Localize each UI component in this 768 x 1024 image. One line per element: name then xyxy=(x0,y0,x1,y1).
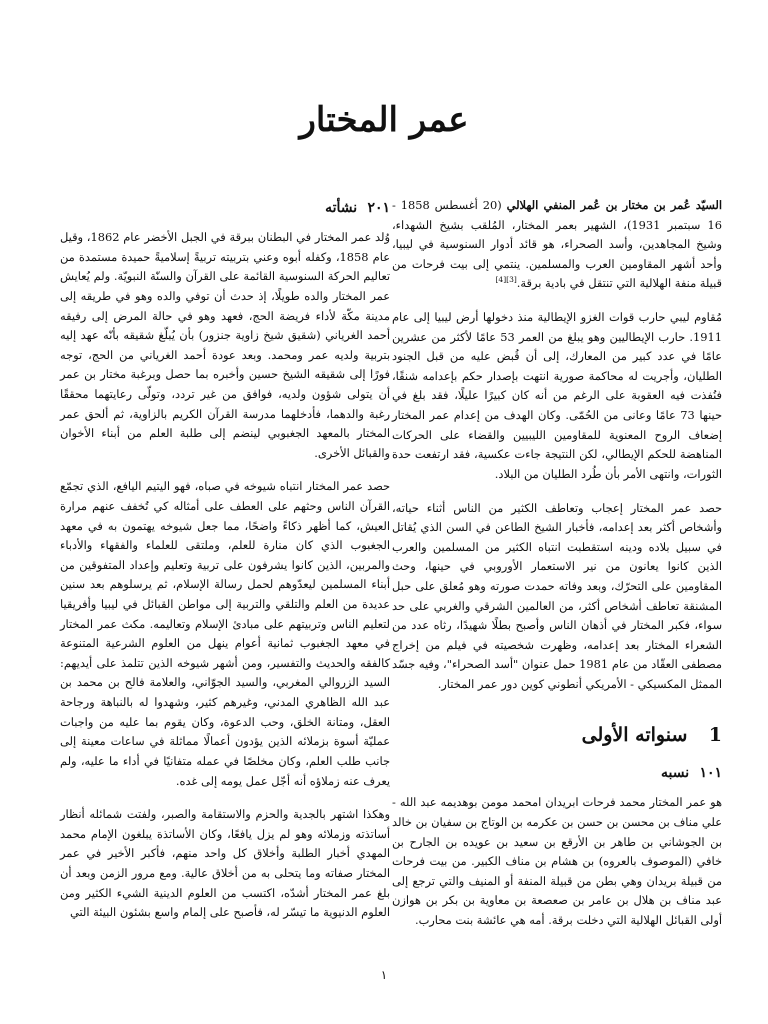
section-number: ١٠١ xyxy=(699,765,722,782)
section-heading-lineage xyxy=(392,761,722,785)
left-column xyxy=(60,196,390,937)
section-number: ٢٠١ xyxy=(367,200,390,216)
intro-paragraph xyxy=(392,196,722,294)
section-number: 1 xyxy=(708,723,722,746)
section-heading-upbringing xyxy=(60,196,390,220)
section-label: نشأته xyxy=(325,200,358,216)
character-paragraph: وهكذا اشتهر بالجدية والحزم والاستقامة والصبر، ولفتت شمائله أنظار أساتذته وزملائه وهو لم يزل يافعًا، وكان الأساتذة يبلغون الإمام محمد المهدي أخبار الطلبة وأخلاق كل واحد منهم، فأكبر الأخير في عمر المختار صفاته وما يتحلى به من أخلاق عالية. ومع مرور الزمن وبعد أن بلغ عمر المختار أشدّه، اكتسب من العلوم الدينية الشيء الكثير ومن العلوم الدنيوية ما تيسّر له، فأصبح على إلمام واسع بشئون البيئة التي xyxy=(60,807,390,920)
section-label: سنواته الأولى xyxy=(581,723,688,746)
resistance-paragraph: مُقاوم ليبي حارب قوات الغزو الإيطالية منذ دخولها أرض ليبيا إلى عام 1911. حارب الإيطاليين وهو يبلغ من العمر 53 عامًا لأكثر من عشرين عامًا في عدد كبير من المعارك، إلى أن قُبض عليه من قبل الجنود الطليان، وأجريت له محاكمة صورية انتهت بإصدار حكم بإعدامه شنقًا، فنُفذت فيه العقوبة على الرغم من أنه كان كبيرًا عليلًا، فقد بلغ في حينها 73 عامًا وعانى من الحُمّى. وكان الهدف من إعدام عمر المختار إضعاف الروح المعنوية للمقاومين الليبيين والقضاء على الحركات المناهضة للحكم الإيطالي، لكن النتيجة جاءت عكسية، فقد ارتفعت حدة الثورات، وانتهى الأمر بأن طُرد الطليان من البلاد. xyxy=(392,310,722,481)
intro-lead: السيّد عُمر بن مختار بن عُمر المنفي الهلالي xyxy=(506,198,722,212)
education-paragraph: حصد عمر المختار انتباه شيوخه في صباه، فهو اليتيم اليافع، الذي تجمّع القرآن الناس وحثهم على العطف على أمثاله كي تُخفف عنهم مرارة العيش، كما أظهر ذكاءً واضحًا، مما جعل شيوخه يهتمون به في معهد الجغبوب الذي كان منارة للعلم، وملتقى للعلماء والفقهاء والأدباء والمربين، الذين كانوا يشرفون على تربية وتعليم وإعداد المتفوقين من أبناء المسلمين ليعدّوهم لحمل رسالة الإسلام، ثم يرسلوهم بعد سنين عديدة من العلم والتلقي والتربية إلى مواطن القبائل في ليبيا وأفريقيا لتعليم الناس وتربيتهم على مبادئ الإسلام وتعاليمه. مكث عمر المختار في معهد الجغبوب ثمانية أعوام ينهل من العلوم الشرعية المتنوعة كالفقه والحديث والتفسير، ومن أشهر شيوخه الذين تتلمذ على أيديهم: السيد الزروالي المغربي، والسيد الجوّاني، والعلامة فالح بن محمد بن عبد الله الظاهري المدني، وغيرهم كثير، وشهدوا له بالنباهة ورجاحة العقل، ومتانة الخلق، وحب الدعوة، وكان يقوم بما عليه من واجبات عمليّة أسوة بزملائه الذين يؤدون أعمالًا مماثلة في ساعات معينة إلى جانب طلب العلم، وكان مخلصًا في عمله متفانيًا في أداء ما عليه، ولم يعرف عنه زملاؤه أنه أجّل عمل يومه إلى غده. xyxy=(60,479,390,788)
legacy-paragraph: حصد عمر المختار إعجاب وتعاطف الكثير من الناس أثناء حياته، وأشخاص أكثر بعد إعدامه، فأخبار الشيخ الطاعن في السن الذي يُقاتل في سبيل بلاده ودينه استقطبت انتباه الكثير من المسلمين والعرب الذين كانوا يعانون من نير الاستعمار الأوروبي في حينها، وحث المقاومين على التحرّك، وبعد وفاته حمدت صورته وهو مُعلق على حبل المشنقة تعاطف أشخاص أكثر، من العالمين الشرقي والغربي على حد سواء، فكبر المختار في أذهان الناس وأصبح بطلًا شهيدًا، رثاه عدد من الشعراء المختار بعد إعدامه، وظهرت شخصيته في فيلم من إخراج مصطفى العقّاد من عام 1981 حمل عنوان "أسد الصحراء"، وفيه جسّد الممثل المكسيكي - الأمريكي أنطوني كوين دور عمر المختار. xyxy=(392,500,722,692)
intro-body: (20 أغسطس 1858 - 16 سبتمبر 1931)، الشهير بعمر المختار، المُلقب بشيخ الشهداء، وشيخ المجاهدين، وأسد الصحراء، هو قائد أدوار السنوسية في ليبيا، وأحد أشهر المقاومين العرب والمسلمين. ينتمي إلى بيت فرحات من قبيلة منفة الهلالية التي تنتقل في بادية برقة. xyxy=(392,198,722,291)
right-column xyxy=(392,196,722,945)
page-title: عمر المختار xyxy=(299,100,469,140)
page-number: ١ xyxy=(380,968,388,982)
footnote-ref[interactable]: [3][4] xyxy=(495,275,517,285)
section-heading-early-years xyxy=(392,719,722,752)
lineage-paragraph: هو عمر المختار محمد فرحات ابريدان امحمد مومن بوهديمه عبد الله - علي مناف بن محسن بن حسن بن عكرمه بن الوتاج بن سفيان بن خالد بن الجوشاني بن طاهر بن الأرقع بن سعيد بن عويده بن الجارح بن خافي (الموصوف بالعروه) بن هشام بن مناف الكبير. من بيت فرحات من قبيلة بريدان وهي بطن من قبيلة المنفة أو المنيف والتي ترجع إلى عبد مناف بن هلال بن عامر بن صعصعة بن معاوية بن بكر بن هوازن أولى القبائل الهلالية التي دخلت برقة. أمه هي عائشة بنت محارب. xyxy=(392,795,722,928)
birth-paragraph: وُلد عمر المختار في البطنان ببرقة في الجبل الأخضر عام 1862، وقيل عام 1858، وكفله أبوه وعني بتربيته تربيةً إسلاميةً حميدة مستمدة من تعاليم الحركة السنوسية القائمة على القرآن والسنّة النبويّة. ولم يُعايش عمر المختار والده طويلًا، إذ حدث أن توفي والده وهو في طريقه إلى مدينة مكّة لأداء فريضة الحج، فعهد وهو في حالة المرض إلى رفيقه أحمد الغرياني (شقيق شيخ زاوية جنزور) بأن يُبلّغ شقيقه بأنّه عهد إليه بتربية ولديه عمر ومحمد. وبعد عودة أحمد الغرياني من الحج، توجه فورًا إلى شقيقه الشيخ حسين وأخبره بما حصل وبرغبة مختار بن عمر أن يتولى شؤون ولديه، فوافق من غير تردد، وتولّى رعايتهما محققًا رغبة والدهما، فأدخلهما مدرسة القرآن الكريم بالزاوية، ثم ألحق عمر المختار بالمعهد الجغبوبي لينضم إلى طلبة العلم من أبناء الأخوان والقبائل الأخرى. xyxy=(60,230,390,460)
section-label: نسبه xyxy=(661,765,690,782)
